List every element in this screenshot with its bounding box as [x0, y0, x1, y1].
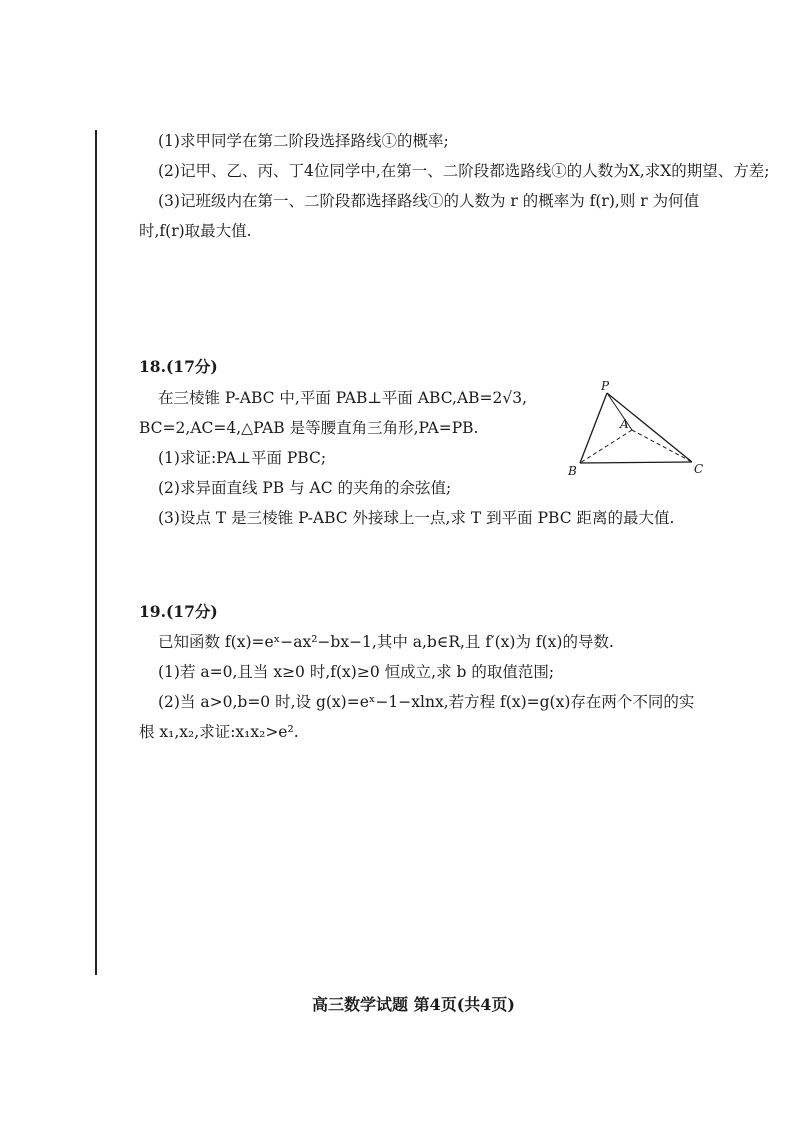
q17-part3-line2: 时,f(r)取最大值. — [139, 222, 252, 240]
q19-part2-line1: (2)当 a>0,b=0 时,设 g(x)=eˣ−1−xlnx,若方程 f(x)=g(x)存在两个不同的实 — [158, 693, 695, 711]
q17-part3-line1: (3)记班级内在第一、二阶段都选择路线①的人数为 r 的概率为 f(r),则 r 为何值 — [158, 192, 700, 210]
q19-part2-line2: 根 x₁,x₂,求证:x₁x₂>e². — [139, 723, 299, 741]
edge-ab-hidden — [580, 430, 632, 463]
q17-part2: (2)记甲、乙、丙、丁4位同学中,在第一、二阶段都选路线①的人数为X,求X的期望、方差; — [158, 162, 770, 180]
label-c: C — [694, 462, 704, 476]
q18-heading: 18.(17分) — [139, 357, 218, 376]
q19-part1: (1)若 a=0,且当 x≥0 时,f(x)≥0 恒成立,求 b 的取值范围; — [158, 663, 555, 681]
q17-part1: (1)求甲同学在第二阶段选择路线①的概率; — [158, 132, 449, 150]
q18-part3: (3)设点 T 是三棱锥 P-ABC 外接球上一点,求 T 到平面 PBC 距离的最大值. — [158, 509, 675, 527]
label-b: B — [568, 464, 577, 478]
pyramid-figure — [560, 378, 710, 478]
label-a: A — [620, 417, 629, 431]
q19-heading: 19.(17分) — [139, 602, 218, 621]
q18-intro-line2: BC=2,AC=4,△PAB 是等腰直角三角形,PA=PB. — [139, 419, 479, 437]
label-p: P — [601, 379, 610, 393]
q18-part2: (2)求异面直线 PB 与 AC 的夹角的余弦值; — [158, 479, 452, 497]
q19-intro: 已知函数 f(x)=eˣ−ax²−bx−1,其中 a,b∈R,且 f′(x)为 f(x)的导数. — [158, 633, 614, 651]
q18-intro-line1: 在三棱锥 P-ABC 中,平面 PAB⊥平面 ABC,AB=2√3, — [158, 389, 528, 407]
edge-ac-hidden — [632, 430, 692, 462]
page-footer: 高三数学试题 第4页(共4页) — [312, 995, 515, 1014]
binding-margin-line — [95, 130, 97, 975]
q18-part1: (1)求证:PA⊥平面 PBC; — [158, 449, 327, 467]
edge-pb — [580, 393, 607, 463]
edge-bc — [580, 462, 692, 463]
